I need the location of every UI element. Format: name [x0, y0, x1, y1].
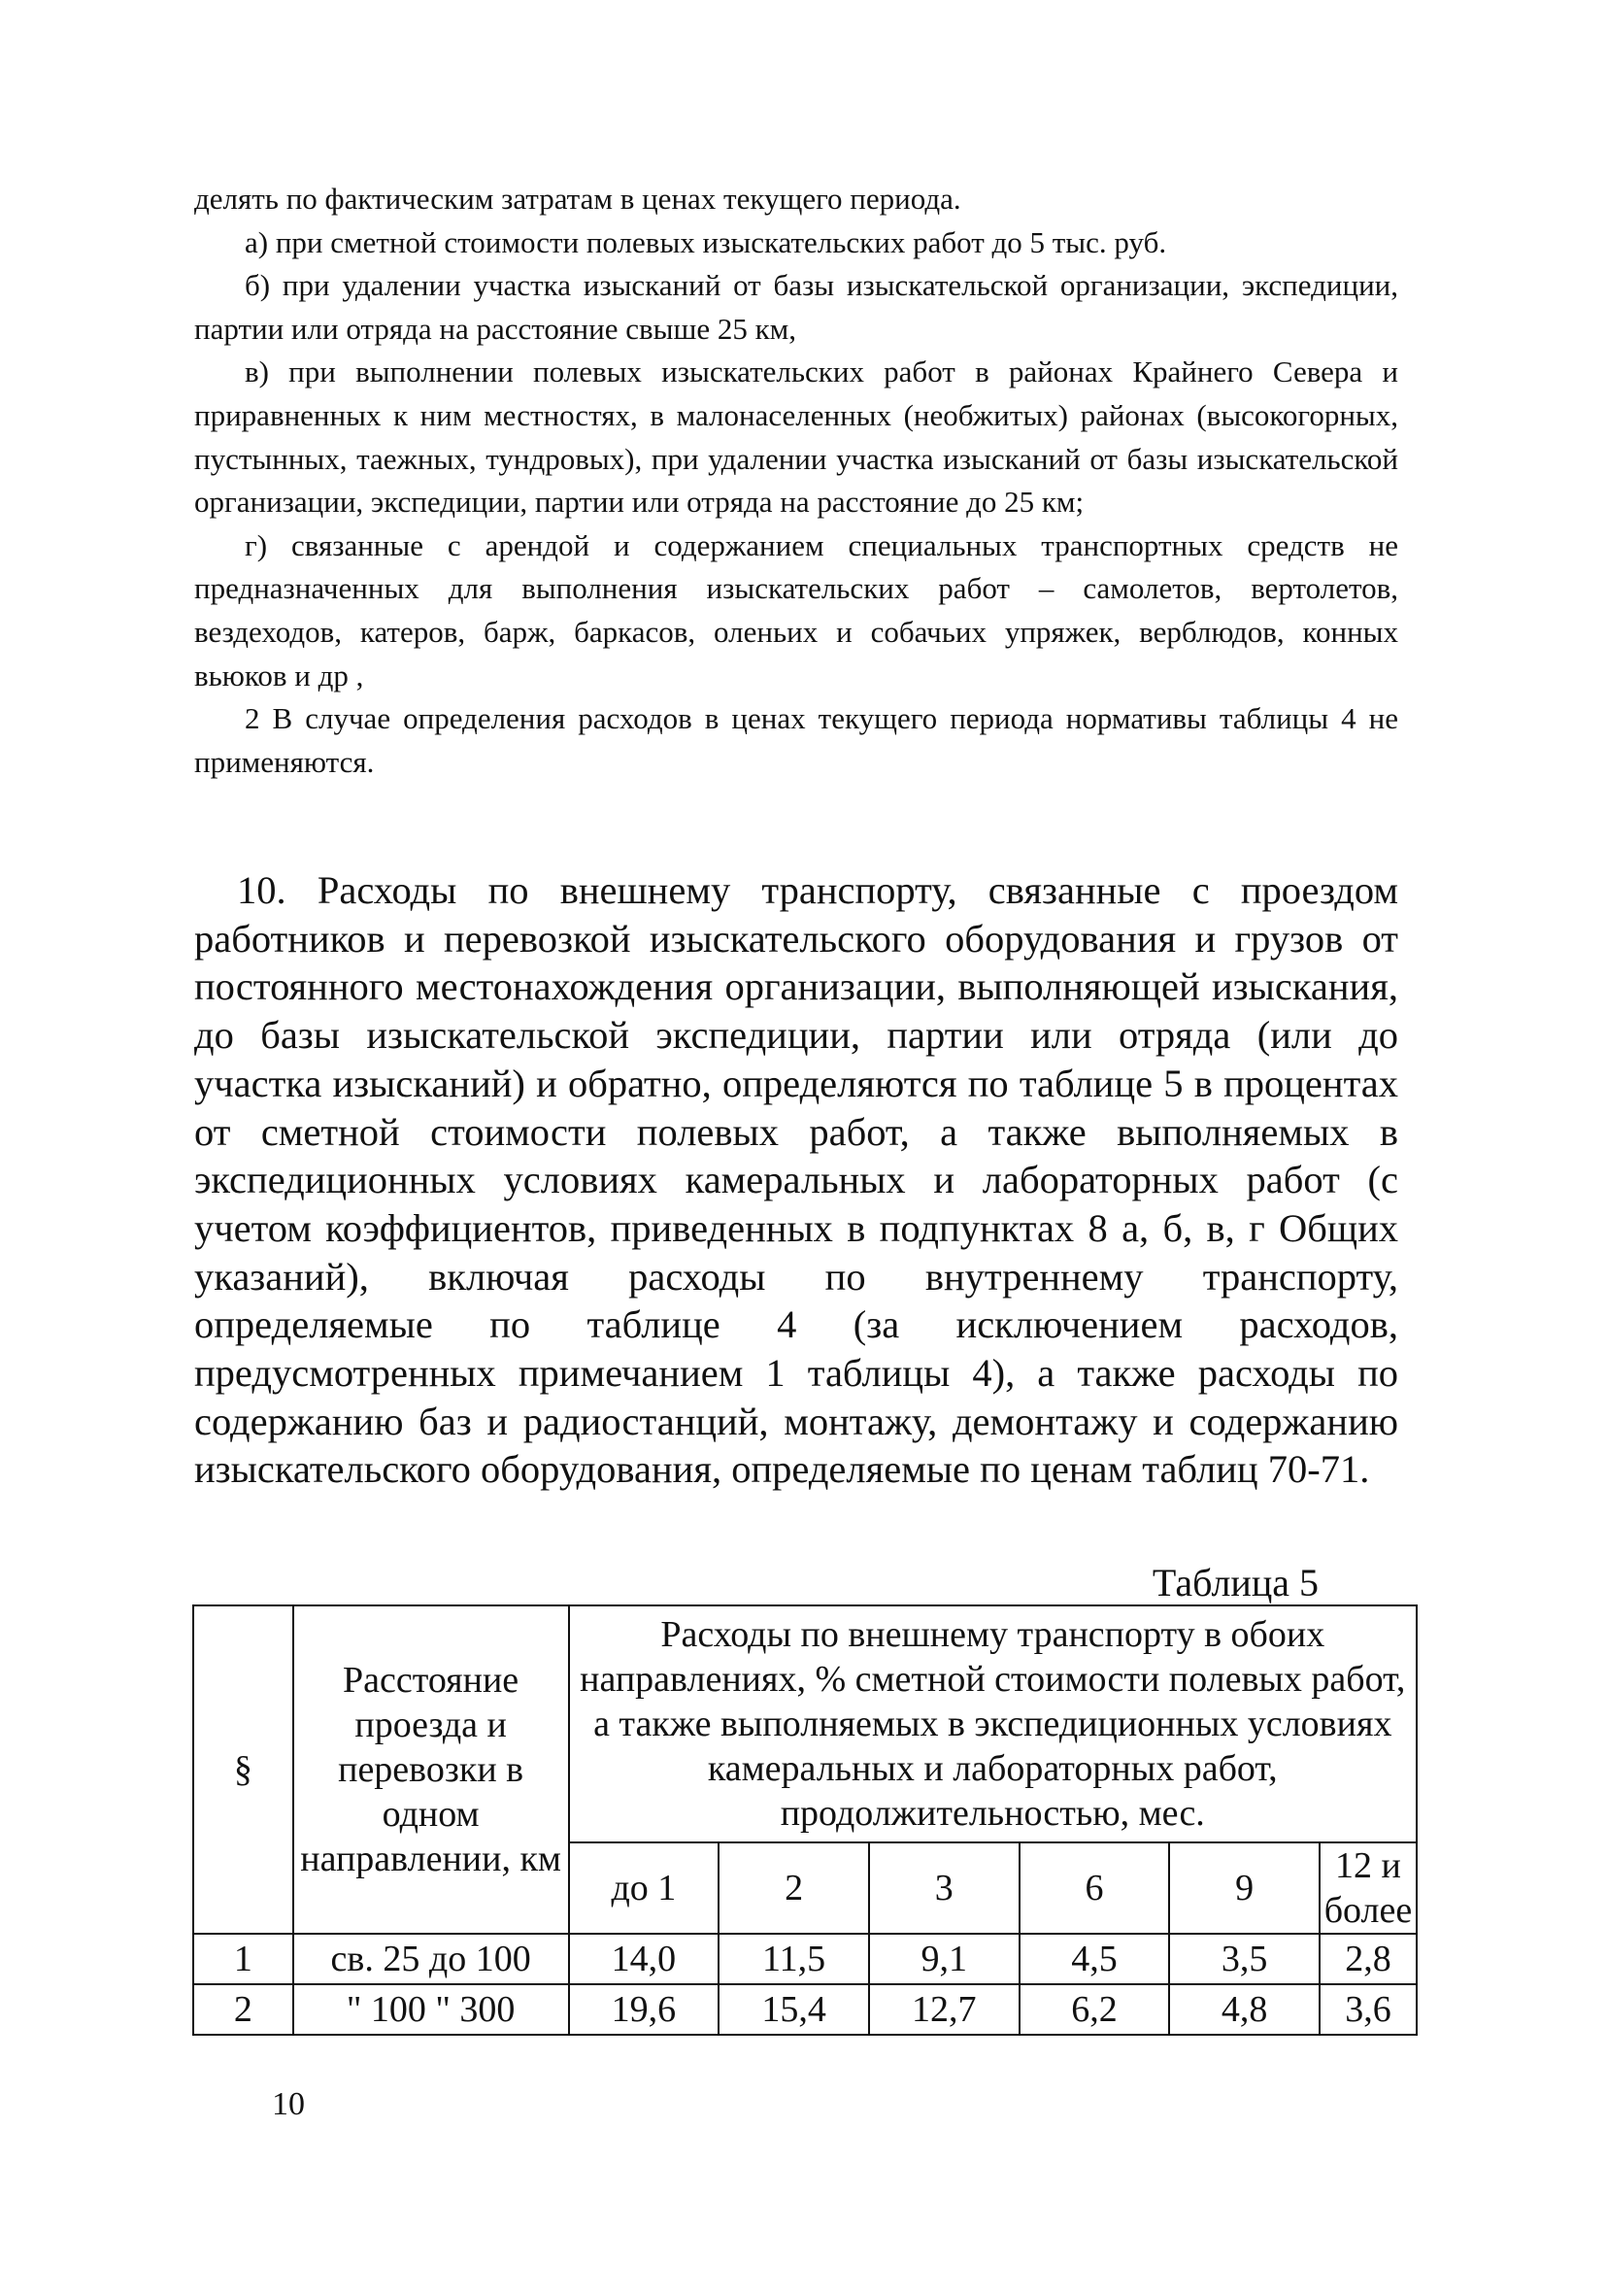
- header-duration: 2: [719, 1842, 869, 1934]
- header-duration: 3: [869, 1842, 1020, 1934]
- row-value: 15,4: [719, 1984, 869, 2035]
- header-duration: 6: [1020, 1842, 1170, 1934]
- paragraph-10: 10. Расходы по внешнему транспорту, связанные с проездом работников и перевозкой изыскательского оборудования и грузов от постоянного местонахождения организации, выполняющей изыскания, до базы изыскательской экспедиции, партии или отряда (или до участка изысканий) и обратно, определяются по таблице 5 в процентах от сметной стоимости полевых работ, а также выполняемых в экспедиционных условиях камеральных и лабораторных работ (с учетом коэффициентов, приведенных в подпунктах 8 а, б, в, г Общих указаний), включая расходы по внутреннему транспорту, определяемые по таблице 4 (за исключением расходов, предусмотренных примечанием 1 таблицы 4), а также расходы по содержанию баз и радиостанций, монтажу, демонтажу и содержанию изыскательского оборудования, определяемые по ценам таблиц 70-71.: [194, 868, 1398, 1492]
- row-distance: " 100 " 300: [293, 1984, 569, 2035]
- header-duration: до 1: [569, 1842, 720, 1934]
- row-value: 14,0: [569, 1934, 720, 1984]
- page-number: 10: [272, 2086, 305, 2122]
- row-distance: св. 25 до 100: [293, 1934, 569, 1984]
- header-section: §: [193, 1605, 293, 1934]
- row-value: 6,2: [1020, 1984, 1170, 2035]
- row-value: 4,5: [1020, 1934, 1170, 1984]
- row-number: 2: [193, 1984, 293, 2035]
- row-value: 11,5: [719, 1934, 869, 1984]
- notes-block: [194, 178, 1398, 784]
- notes-line: делять по фактическим затратам в ценах текущего периода.: [194, 182, 961, 216]
- table-caption: Таблица 5: [1152, 1561, 1319, 1604]
- table-5: [192, 1604, 1418, 2036]
- notes-item-g: г) связанные с арендой и содержанием специальных транспортных средств не предназначенных для выполнения изыскательских работ – самолетов, вертолетов, вездеходов, катеров, барж, баркасов, оленьих и собачьих упряжек, верблюдов, конных вьюков и др ,: [194, 527, 1398, 692]
- row-value: 3,5: [1169, 1934, 1320, 1984]
- table-row: [193, 1934, 1417, 1984]
- row-value: 12,7: [869, 1984, 1020, 2035]
- header-distance: Расстояние проезда и перевозки в одном направлении, км: [293, 1605, 569, 1934]
- notes-item-b: б) при удалении участка изысканий от базы изыскательской организации, экспедиции, партии или отряда на расстояние свыше 25 км,: [194, 268, 1398, 346]
- row-value: 4,8: [1169, 1984, 1320, 2035]
- row-number: 1: [193, 1934, 293, 1984]
- notes-item-a: а) при сметной стоимости полевых изыскательских работ до 5 тыс. руб.: [245, 224, 1167, 259]
- row-value: 3,6: [1320, 1984, 1417, 2035]
- row-value: 2,8: [1320, 1934, 1417, 1984]
- row-value: 19,6: [569, 1984, 720, 2035]
- header-duration: 9: [1169, 1842, 1320, 1934]
- notes-note-2: 2 В случае определения расходов в ценах текущего периода нормативы таблицы 4 не применяются.: [194, 701, 1398, 779]
- header-duration: 12 и более: [1320, 1842, 1417, 1934]
- header-costs: Расходы по внешнему транспорту в обоих направлениях, % сметной стоимости полевых работ, а также выполняемых в экспедиционных условиях камеральных и лабораторных работ, продолжительностью, мес.: [569, 1605, 1417, 1842]
- table-row: [193, 1984, 1417, 2035]
- notes-item-v: в) при выполнении полевых изыскательских работ в районах Крайнего Севера и приравненных к ним местностях, в малонаселенных (необжитых) районах (высокогорных, пустынных, таежных, тундровых), при удалении участка изысканий от базы изыскательской организации, экспедиции, партии или отряда на расстояние до 25 км;: [194, 355, 1398, 520]
- row-value: 9,1: [869, 1934, 1020, 1984]
